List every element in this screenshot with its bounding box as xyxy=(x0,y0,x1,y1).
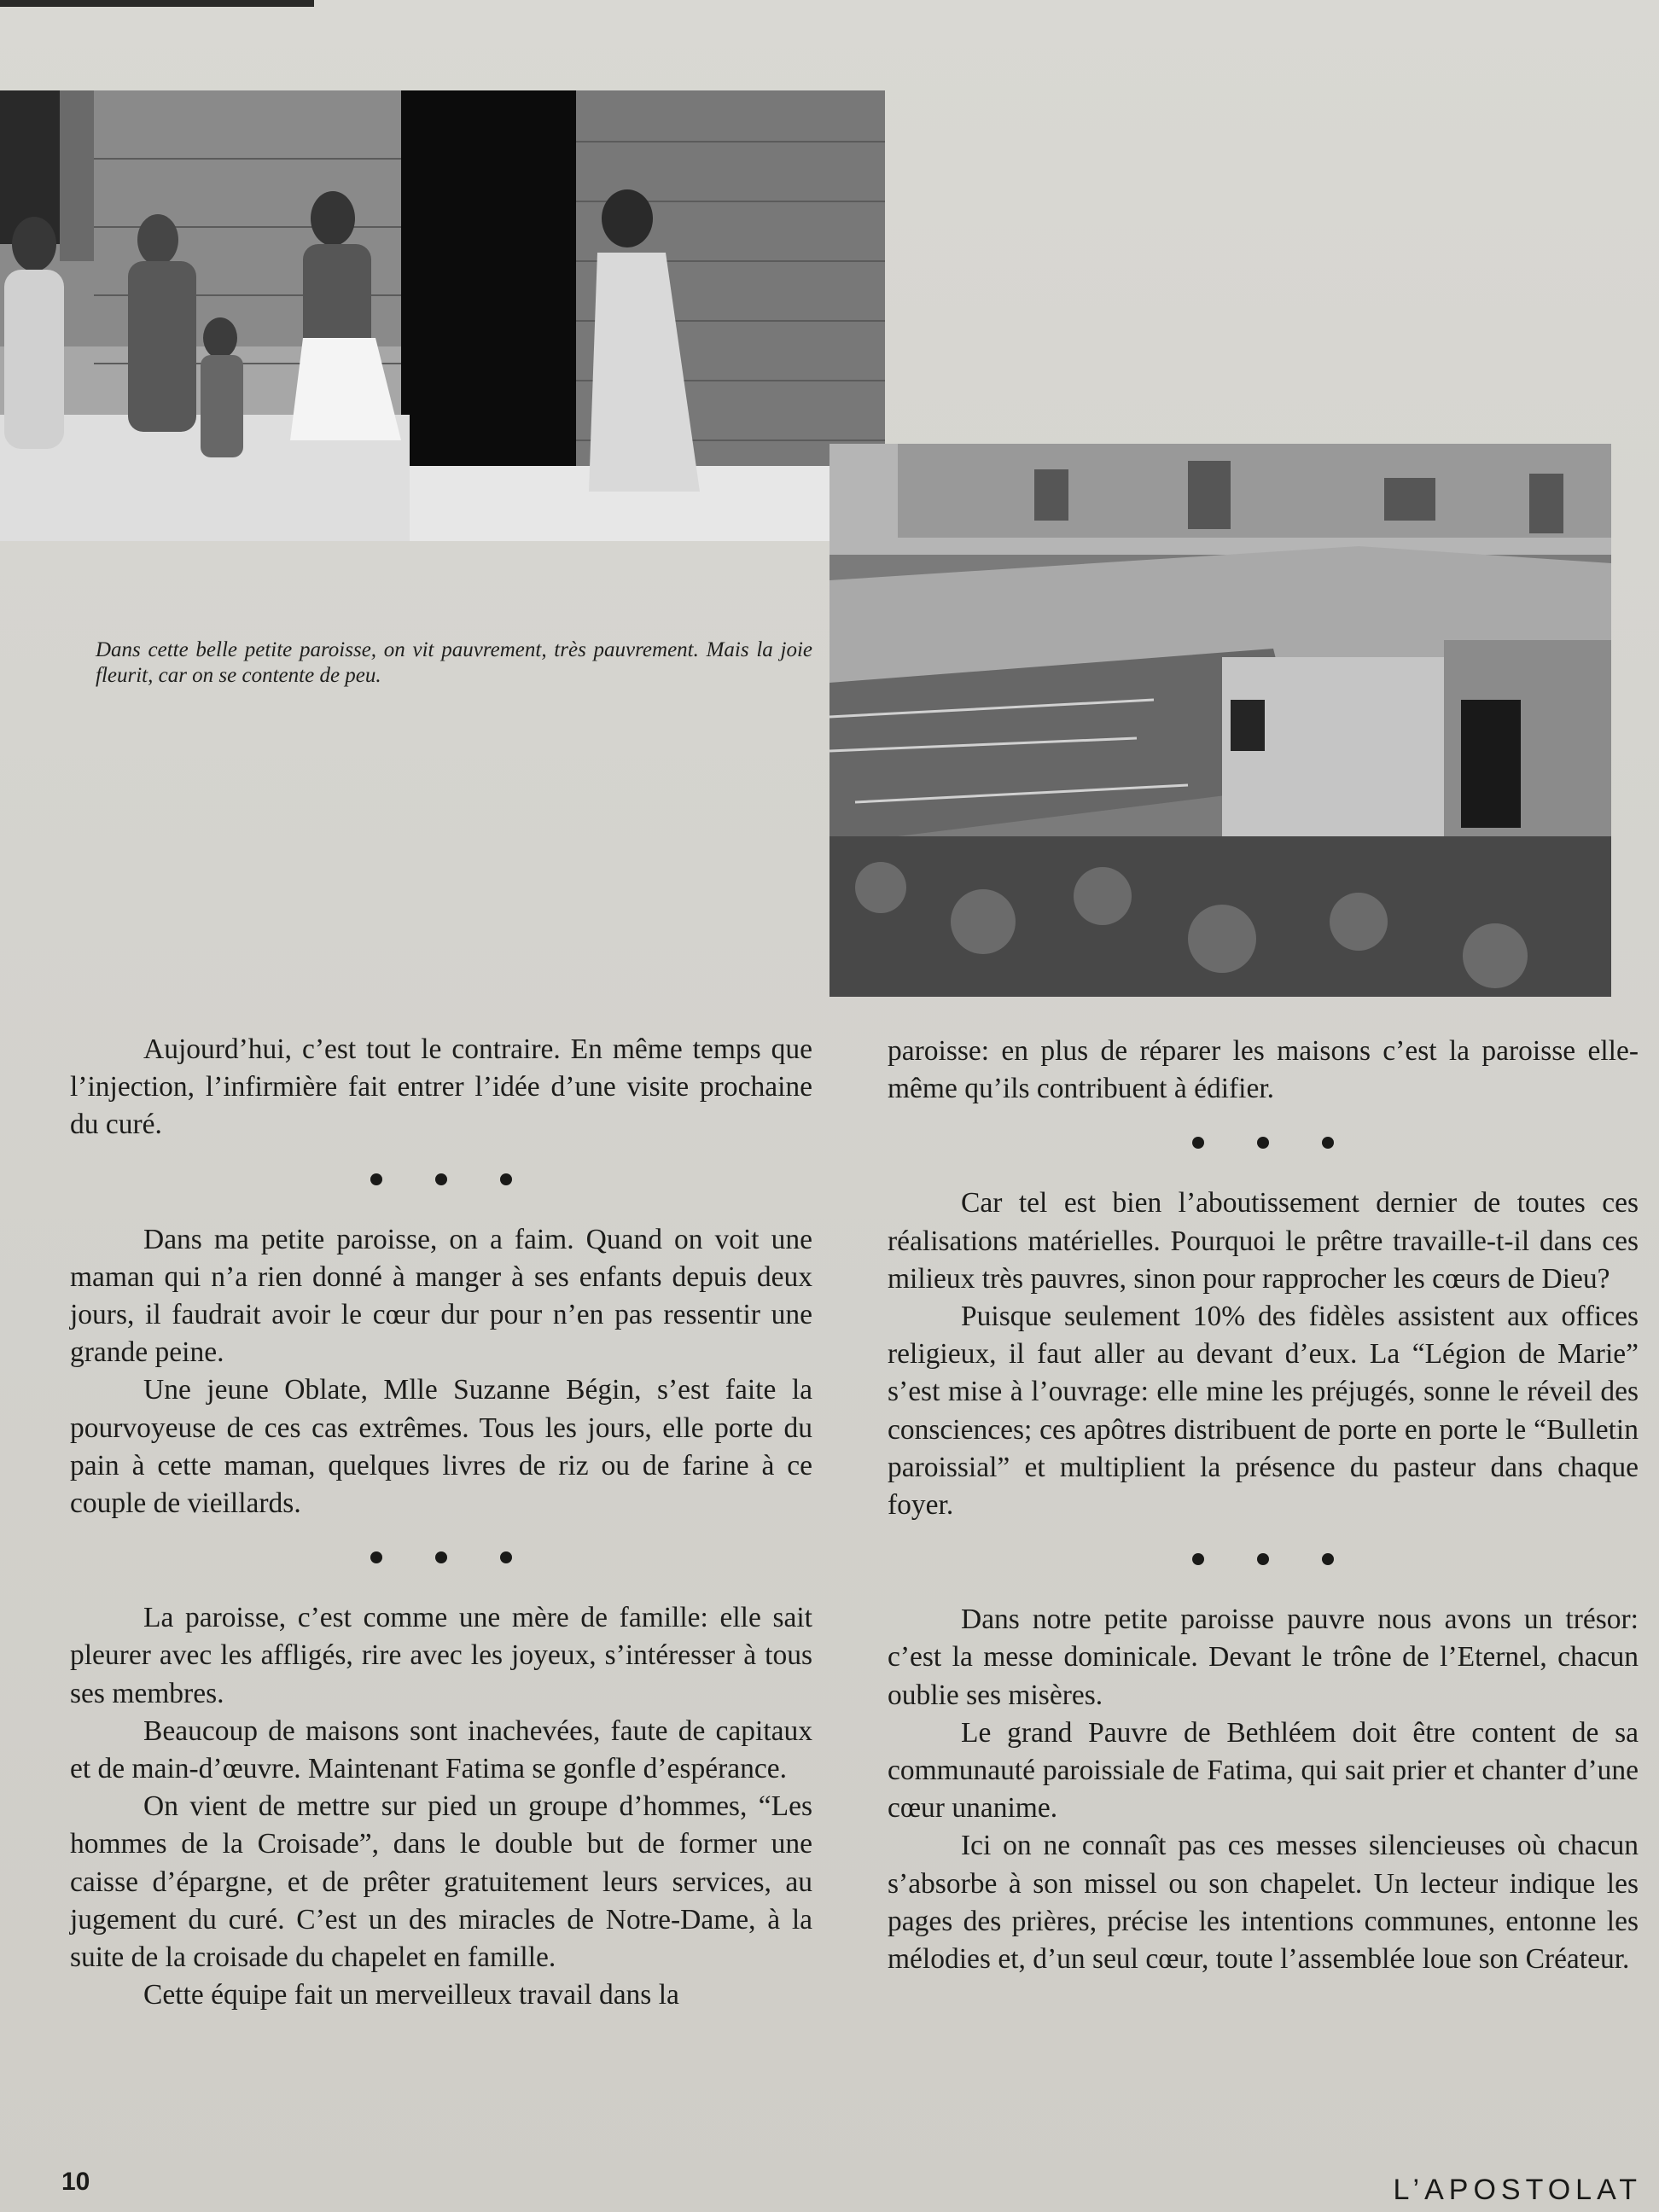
section-separator xyxy=(888,1553,1639,1570)
paragraph: paroisse: en plus de réparer les maisons c’est la paroisse elle-même qu’ils contribuent à édifier. xyxy=(888,1035,1639,1105)
paragraph: Dans notre petite paroisse pauvre nous avons un trésor: c’est la messe dominicale. Devant le trône de l’Eternel, chacun oublie ses misères. xyxy=(888,1604,1639,1711)
paragraph: Puisque seulement 10% des fidèles assistent aux offices religieux, il faut aller au devant d’eux. La “Légion de Marie” s’est mise à l’ouvrage: elle mine les préjugés, sonne le réveil des consciences; ces apôtres distribuent de porte en porte le “Bulletin paroissial” et multiplient la présence du pasteur dans chaque foyer. xyxy=(888,1301,1639,1522)
top-edge-strip xyxy=(0,0,314,7)
section-separator xyxy=(70,1551,812,1569)
journal-title: L’APOSTOLAT xyxy=(1393,2174,1642,2206)
page-number: 10 xyxy=(61,2168,90,2196)
paragraph: Ici on ne connaît pas ces messes silencieuses où chacun s’absorbe à son missel ou son chapelet. Un lecteur indique les pages des prières, précise les intentions communes, entonne les mélodies et, d’un seul cœur, toute l’assemblée loue son Créateur. xyxy=(888,1830,1639,1976)
paragraph: La paroisse, c’est comme une mère de famille: elle sait pleurer avec les affligés, rire avec les joyeux, s’intéresser à tous ses membres. xyxy=(70,1602,812,1709)
photo-caption: Dans cette belle petite paroisse, on vit pauvrement, très pauvrement. Mais la joie fleurit, car on se contente de peu. xyxy=(96,638,812,687)
paragraph: Le grand Pauvre de Bethléem doit être content de sa communauté paroissiale de Fatima, qui sait prier et chanter d’une cœur unanime. xyxy=(888,1716,1639,1825)
paragraph: Dans ma petite paroisse, on a faim. Quand on voit une maman qui n’a rien donné à manger à ses enfants depuis deux jours, il faudrait avoir le cœur dur pour n’en pas ressentir une grande peine. xyxy=(70,1223,812,1369)
paragraph: Aujourd’hui, c’est tout le contraire. En même temps que l’injection, l’infirmière fait entrer l’idée d’une visite prochaine du curé. xyxy=(70,1033,812,1141)
right-column xyxy=(888,1033,1639,1978)
section-separator xyxy=(888,1137,1639,1154)
section-separator xyxy=(70,1173,812,1190)
paragraph: On vient de mettre sur pied un groupe d’hommes, “Les hommes de la Croisade”, dans le double but de former une caisse d’épargne, et de prêter gratuitement leurs services, au jugement du curé. C’est un des miracles de Notre-Dame, à la suite de la croisade du chapelet en famille. xyxy=(70,1790,812,1974)
paragraph: Cette équipe fait un merveilleux travail dans la xyxy=(143,1979,679,2011)
photo-shanty-houses xyxy=(830,444,1611,997)
paragraph: Beaucoup de maisons sont inachevées, faute de capitaux et de main-d’œuvre. Maintenant Fatima se gonfle d’espérance. xyxy=(70,1714,812,1785)
paragraph: Une jeune Oblate, Mlle Suzanne Bégin, s’est faite la pourvoyeuse de ces cas extrêmes. Tous les jours, elle porte du pain à cette maman, quelques livres de riz ou de farine à ce couple de vieillards. xyxy=(70,1374,812,1520)
paragraph: Car tel est bien l’aboutissement dernier de toutes ces réalisations matérielles. Pourquoi le prêtre travaille-t-il dans ces milieux très pauvres, sinon pour rapprocher les cœurs de Dieu? xyxy=(888,1187,1639,1295)
left-column xyxy=(70,1031,812,2014)
photo-women-children xyxy=(0,90,885,541)
